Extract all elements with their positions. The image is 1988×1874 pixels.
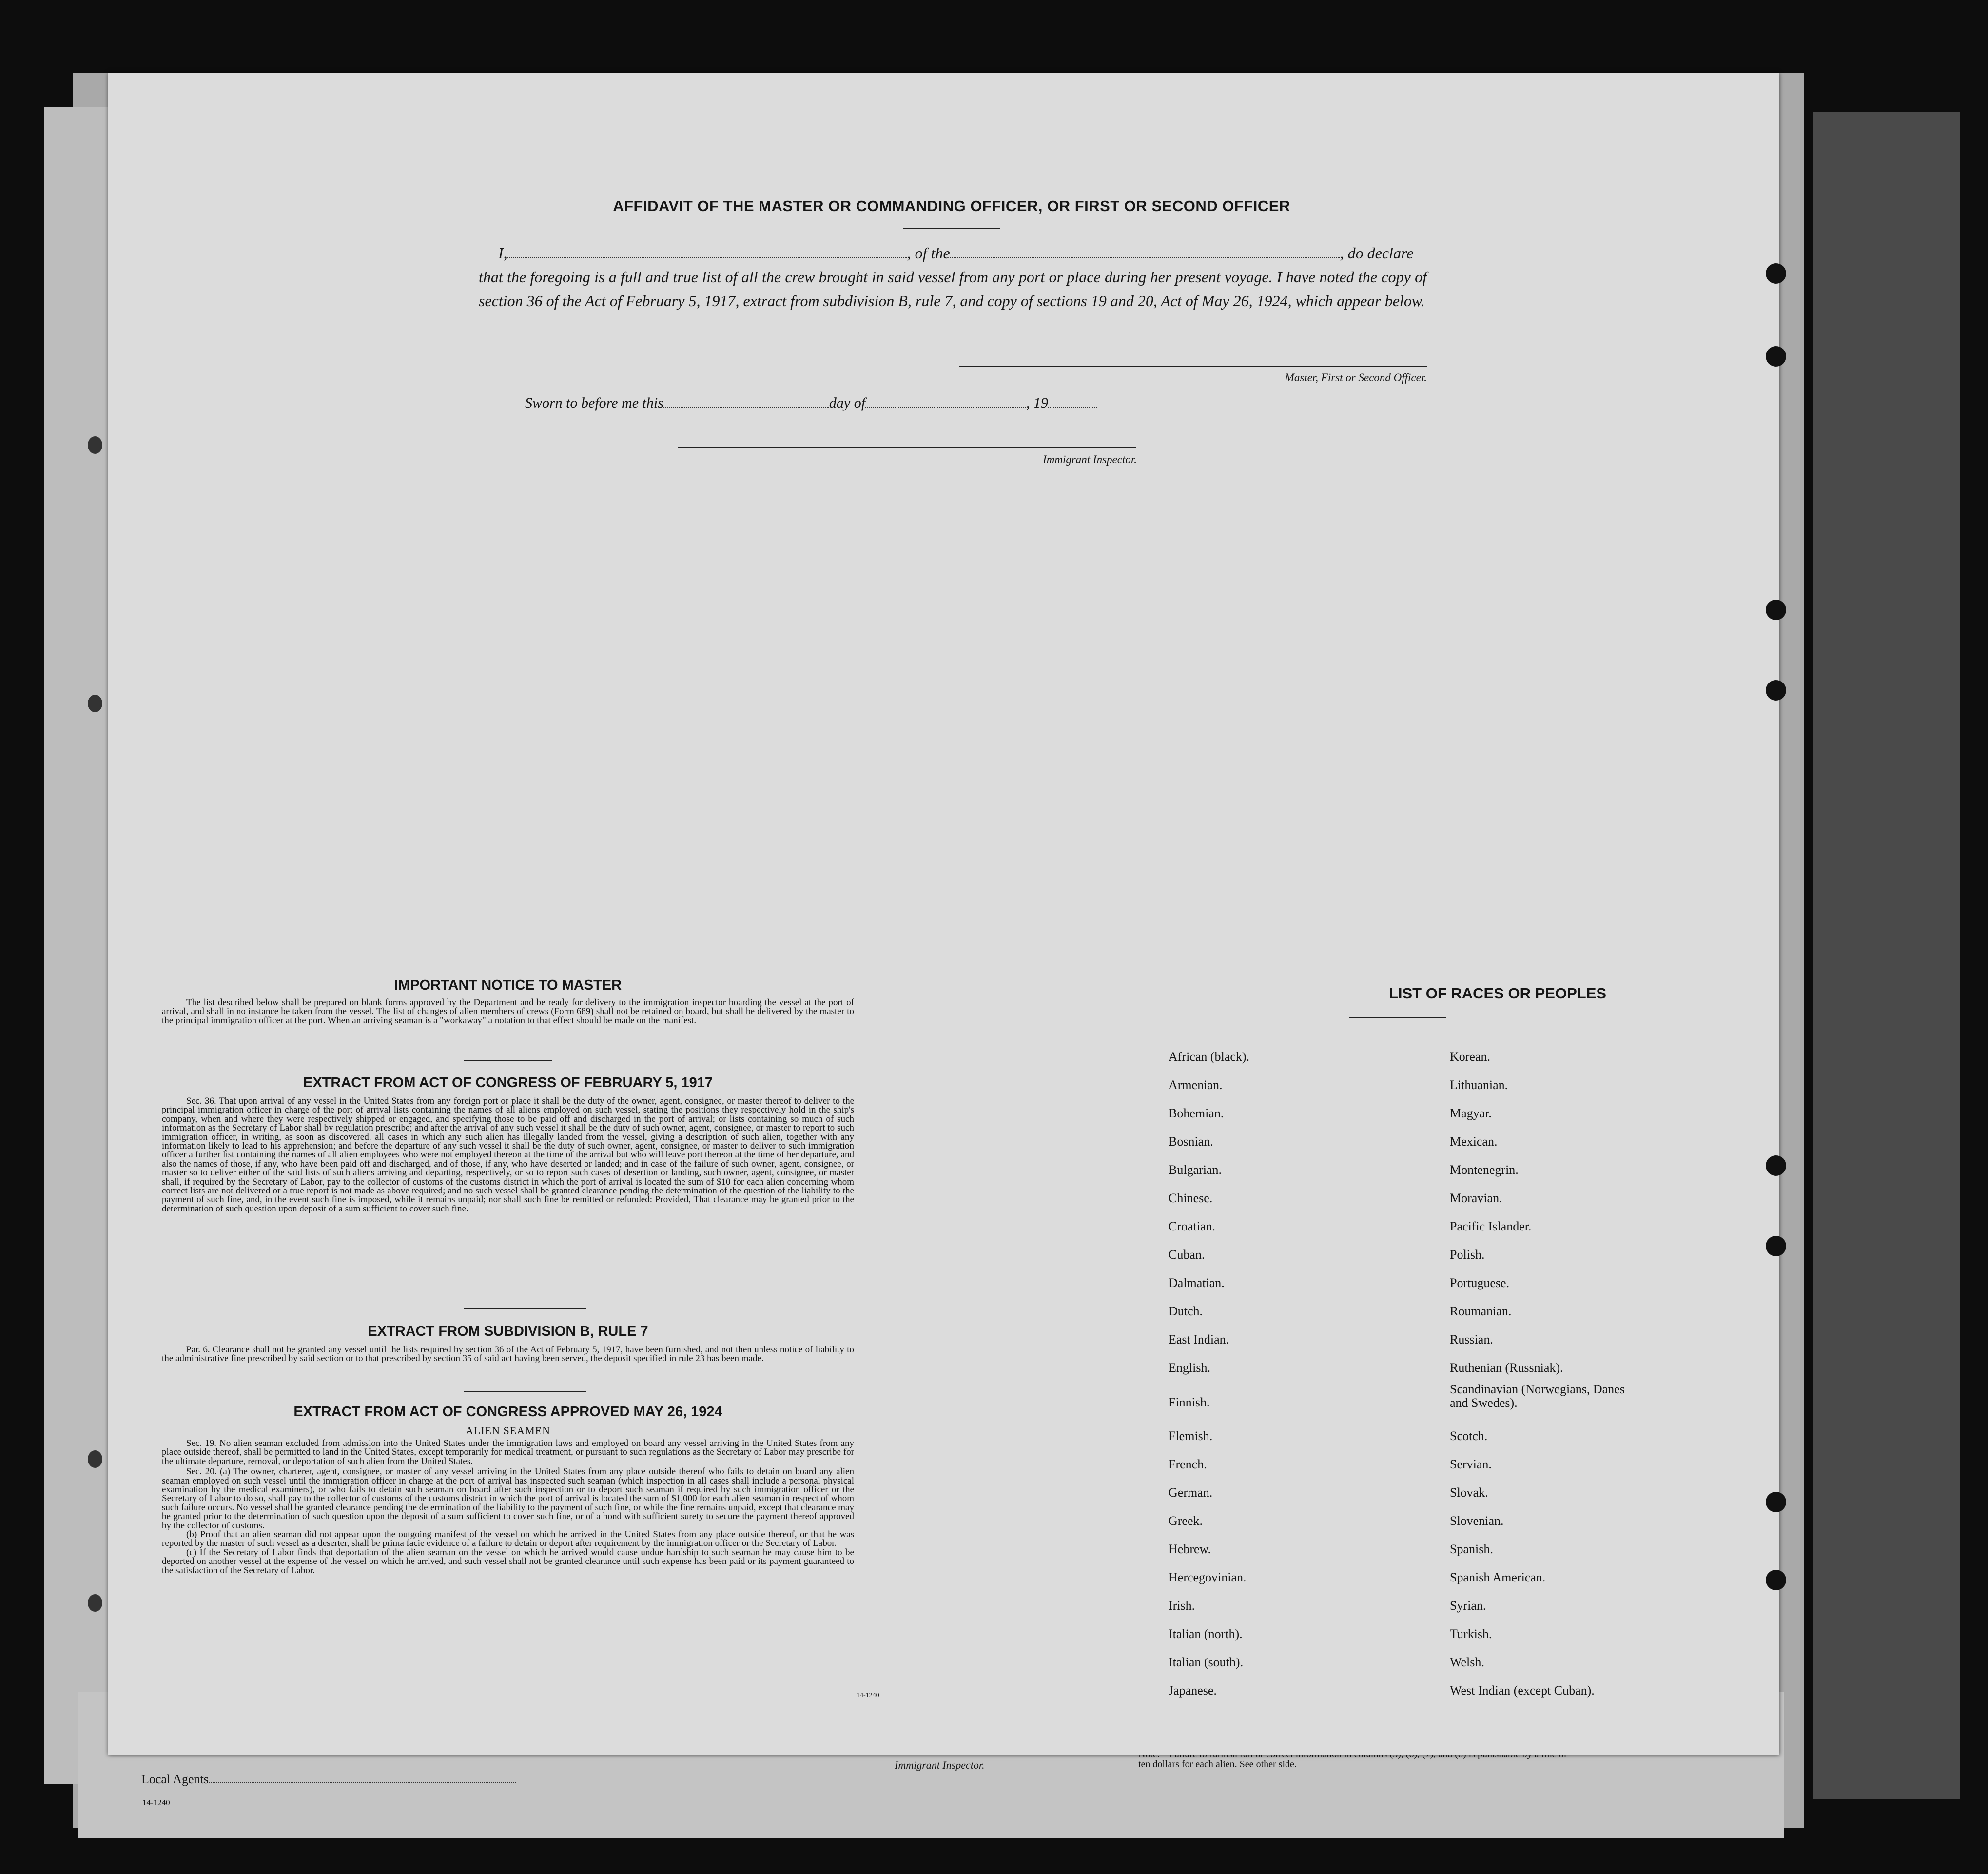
- sec-20c-text: (c) If the Secretary of Labor finds that deportation of the alien seaman on the vessel on which he arrived would cause undue hardship to such seaman he may cause him to be deported on another vessel at the expense of the vessel on which he arrived, and such vessel shall not be granted clearance until such expense has been paid or its payment guaranteed to the satisfaction of the Secretary of Labor.: [162, 1547, 854, 1576]
- section-rule: [464, 1060, 552, 1061]
- race-item: Syrian.: [1450, 1599, 1486, 1613]
- name-field[interactable]: [507, 257, 907, 258]
- vessel-field[interactable]: [950, 257, 1340, 258]
- race-item: English.: [1169, 1361, 1210, 1375]
- binder-hole-icon: [88, 436, 102, 454]
- inspector-signature-caption: Immigrant Inspector.: [1043, 453, 1137, 466]
- affidavit-body: that the foregoing is a full and true list of all the crew brought in said vessel from any port or place during her present voyage. I have noted the copy of section 36 of the Act of February 5, 1917, extract from subdivision B, rule 7, and copy of sections 19 and 20, Act of May 26, 1924, which appear below.: [479, 268, 1427, 310]
- extract-1917-body: Sec. 36. That upon arrival of any vessel in the United States from any foreign port or place it shall be the duty of the owner, agent, consignee, or master thereof to deliver to the principal immigration officer in charge of the port of arrival lists containing the names of all aliens employed on such vessel, stating the positions they respectively hold in the ship's company, when and where they were respectively shipped or engaged, and specifying those to be paid off and discharged in the port of arrival; or lists containing so much of such information as the Secretary of Labor shall by regulation prescribe; and after the arrival of any such vessel it shall be the duty of such owner, agent, consignee, or master to report to such immigration officer, in writing, as soon as discovered, all cases in which any such alien has illegally landed from the vessel, giving a description of such alien, together with any information likely to lead to his apprehension; and before the departure of any such vessel it shall be the duty of such owner, agent, consignee, or master to deliver to such immigration officer a further list containing the names of all alien employees who were not employed thereon at the time of the arrival but who will leave port thereon at the time of her departure, and also the names of those, if any, who have been paid off and discharged, and of those, if any, who have deserted or landed; and in case of the failure of such owner, agent, consignee, or master so to deliver either of the said lists of such aliens arriving and departing, respectively, or so to report such cases of desertion or landing, such owner, agent, consignee, or master shall, if required by the Secretary of Labor, pay to the collector of customs of the customs district in which the port of arrival is located the sum of $10 for each alien concerning whom correct lists are not delivered or a true report is not made as above required; and no such vessel shall be granted clearance pending the determination of the question of the liability to the payment of such fine, and, in the event such fine is imposed, while it remains unpaid; nor shall such fine be remitted or refunded: Provided, That clearance may be granted prior to the determination of such question upon deposit of a sum sufficient to cover such fine.: [162, 1096, 854, 1214]
- race-item: East Indian.: [1169, 1332, 1229, 1347]
- race-item: German.: [1169, 1485, 1213, 1500]
- race-item: Dalmatian.: [1169, 1276, 1225, 1290]
- race-item: Scandinavian (Norwegians, Danes and Swedes).: [1450, 1382, 1625, 1410]
- race-item: Japanese.: [1169, 1683, 1217, 1698]
- sec-19-text: Sec. 19. No alien seaman excluded from admission into the United States under the immigration laws and employed on board any vessel arriving in the United States from any place outside thereof, shall be permitted to land in the United States, except temporarily for medical treatment, or pursuant to such regulations as the Secretary of Labor may prescribe for the ultimate departure, removal, or deportation of such alien from the United States.: [162, 1438, 854, 1466]
- race-item: Magyar.: [1450, 1106, 1492, 1120]
- extract-rule7-body: Par. 6. Clearance shall not be granted any vessel until the lists required by section 36 of the Act of February 5, 1917, have been furnished, and not then unless notice of liability to the administrative fine prescribed by said section or to that prescribed by section 35 of said act having been served, the deposit specified in rule 23 has been made.: [162, 1345, 854, 1364]
- race-item: Spanish.: [1450, 1542, 1493, 1556]
- underlying-note: ten dollars for each alien. See other side.: [1138, 1759, 1297, 1770]
- race-item: Welsh.: [1450, 1655, 1484, 1669]
- extract-1924-subtitle: ALIEN SEAMEN: [466, 1425, 550, 1437]
- race-item: Dutch.: [1169, 1304, 1203, 1318]
- extract-1924-title: EXTRACT FROM ACT OF CONGRESS APPROVED MAY 26, 1924: [293, 1404, 722, 1420]
- race-item: African (black).: [1169, 1050, 1250, 1064]
- race-item: Ruthenian (Russniak).: [1450, 1361, 1563, 1375]
- race-item: Moravian.: [1450, 1191, 1502, 1205]
- extract-1924-body: [162, 1439, 854, 1575]
- race-item: Flemish.: [1169, 1429, 1213, 1443]
- binder-hole-icon: [1766, 600, 1786, 620]
- master-signature-caption: Master, First or Second Officer.: [1285, 371, 1427, 384]
- race-item: Polish.: [1450, 1248, 1485, 1262]
- title-rule: [903, 228, 1000, 229]
- sec-20a-text: Sec. 20. (a) The owner, charterer, agent, consignee, or master of any vessel arriving in the United States from any place outside thereof who fails to detain on board any alien seaman employed on such vessel until the immigration officer in charge at the port of arrival has inspected such seaman (which inspection in all cases shall include a personal physical examination by the medical examiners), or who fails to detain such seaman on board after such inspection or to deport such seaman if required by such immigration officer or the Secretary of Labor to do so, shall pay to the collector of customs of the customs district in which the port of arrival is located the sum of $1,000 for each alien seaman in respect of whom such failure occurs. No vessel shall be granted clearance pending the determination of the liability to the payment of such fine, or while the fine remains unpaid, except that clearance may be granted prior to the determination of such question upon the deposit of a sum sufficient to cover such fine, or of a bond with sufficient surety to secure the payment thereof approved by the collector of customs.: [162, 1466, 854, 1531]
- race-item: Hercegovinian.: [1169, 1570, 1247, 1584]
- race-item: Scotch.: [1450, 1429, 1488, 1443]
- race-item: Bohemian.: [1169, 1106, 1224, 1120]
- race-item: Hebrew.: [1169, 1542, 1211, 1556]
- race-item: Slovak.: [1450, 1485, 1488, 1500]
- binder-hole-icon: [1766, 1236, 1786, 1256]
- binder-hole-icon: [1766, 1570, 1786, 1590]
- race-item: Korean.: [1450, 1050, 1491, 1064]
- form-sheet: [108, 73, 1779, 1755]
- underlying-form-number: 14-1240: [142, 1798, 170, 1807]
- underlying-sheet-right: [1813, 112, 1960, 1799]
- race-item: Russian.: [1450, 1332, 1493, 1347]
- binder-hole-icon: [88, 1450, 102, 1468]
- notice-body: The list described below shall be prepared on blank forms approved by the Department and be ready for delivery to the immigration inspector boarding the vessel at the port of arrival, and shall in no instance be taken from the vessel. The list of changes of alien members of crews (Form 689) shall not be retained on board, but shall be delivered by the master to the principal immigration officer at the port. When an arriving seaman is a "workaway" a notation to that effect should be made on the manifest.: [162, 997, 854, 1026]
- race-item: Croatian.: [1169, 1219, 1216, 1233]
- race-item: Armenian.: [1169, 1078, 1223, 1092]
- section-rule: [464, 1391, 586, 1392]
- race-item: Irish.: [1169, 1599, 1195, 1613]
- sworn-month-field[interactable]: [865, 407, 1026, 408]
- race-item: Cuban.: [1169, 1248, 1205, 1262]
- race-item: Mexican.: [1450, 1134, 1498, 1149]
- race-item: Chinese.: [1169, 1191, 1213, 1205]
- race-item: West Indian (except Cuban).: [1450, 1683, 1595, 1698]
- race-item: Servian.: [1450, 1457, 1492, 1471]
- race-item: Greek.: [1169, 1514, 1203, 1528]
- master-signature-line[interactable]: [959, 366, 1427, 367]
- race-item: Roumanian.: [1450, 1304, 1512, 1318]
- race-item: Finnish.: [1169, 1395, 1210, 1409]
- sworn-year-field[interactable]: [1048, 407, 1097, 408]
- notice-title: IMPORTANT NOTICE TO MASTER: [394, 977, 622, 993]
- binder-hole-icon: [88, 695, 102, 712]
- binder-hole-icon: [1766, 1155, 1786, 1176]
- races-title-rule: [1349, 1017, 1446, 1018]
- binder-hole-icon: [1766, 1492, 1786, 1512]
- race-item: Italian (north).: [1169, 1627, 1243, 1641]
- sworn-line: Sworn to before me this day of , 19: [525, 395, 1097, 411]
- race-item: Montenegrin.: [1450, 1163, 1519, 1177]
- race-item: French.: [1169, 1457, 1207, 1471]
- race-item: Turkish.: [1450, 1627, 1492, 1641]
- form-number: 14-1240: [857, 1692, 879, 1699]
- binder-hole-icon: [1766, 680, 1786, 701]
- race-item: Pacific Islander.: [1450, 1219, 1532, 1233]
- affidavit-declaration: I, , of the , do declare that the foregoing is a full and true list of all the crew brought in said vessel from any port or place during her present voyage. I have noted the copy of section 36 of the Act of February 5, 1917, extract from subdivision B, rule 7, and copy of sections 19 and 20, Act of May 26, 1924, which appear below.: [479, 241, 1427, 313]
- races-title: LIST OF RACES OR PEOPLES: [1388, 985, 1607, 1002]
- race-item: Portuguese.: [1450, 1276, 1510, 1290]
- race-item: Bosnian.: [1169, 1134, 1213, 1149]
- affidavit-title: AFFIDAVIT OF THE MASTER OR COMMANDING OFFICER, OR FIRST OR SECOND OFFICER: [613, 197, 1290, 215]
- race-item: Bulgarian.: [1169, 1163, 1222, 1177]
- binder-hole-icon: [1766, 346, 1786, 367]
- section-rule: [464, 1308, 586, 1309]
- extract-1917-title: EXTRACT FROM ACT OF CONGRESS OF FEBRUARY 5, 1917: [303, 1075, 713, 1091]
- race-item: Spanish American.: [1450, 1570, 1546, 1584]
- sworn-day-field[interactable]: [663, 407, 829, 408]
- sec-20b-text: (b) Proof that an alien seaman did not appear upon the outgoing manifest of the vessel on which he arrived in the United States from any place outside thereof, or that he was reported by the master of such vessel as a deserter, shall be prima facie evidence of a failure to detain or deport after requirement by the immigration officer or the Secretary of Labor.: [162, 1529, 854, 1549]
- race-item: Slovenian.: [1450, 1514, 1504, 1528]
- race-item: Lithuanian.: [1450, 1078, 1508, 1092]
- local-agents-label: Local Agents: [141, 1772, 516, 1787]
- race-item: Italian (south).: [1169, 1655, 1244, 1669]
- underlying-inspector-caption: Immigrant Inspector.: [895, 1759, 985, 1771]
- binder-hole-icon: [1766, 263, 1786, 284]
- extract-rule7-title: EXTRACT FROM SUBDIVISION B, RULE 7: [368, 1324, 648, 1339]
- inspector-signature-line[interactable]: [678, 447, 1136, 448]
- binder-hole-icon: [88, 1594, 102, 1612]
